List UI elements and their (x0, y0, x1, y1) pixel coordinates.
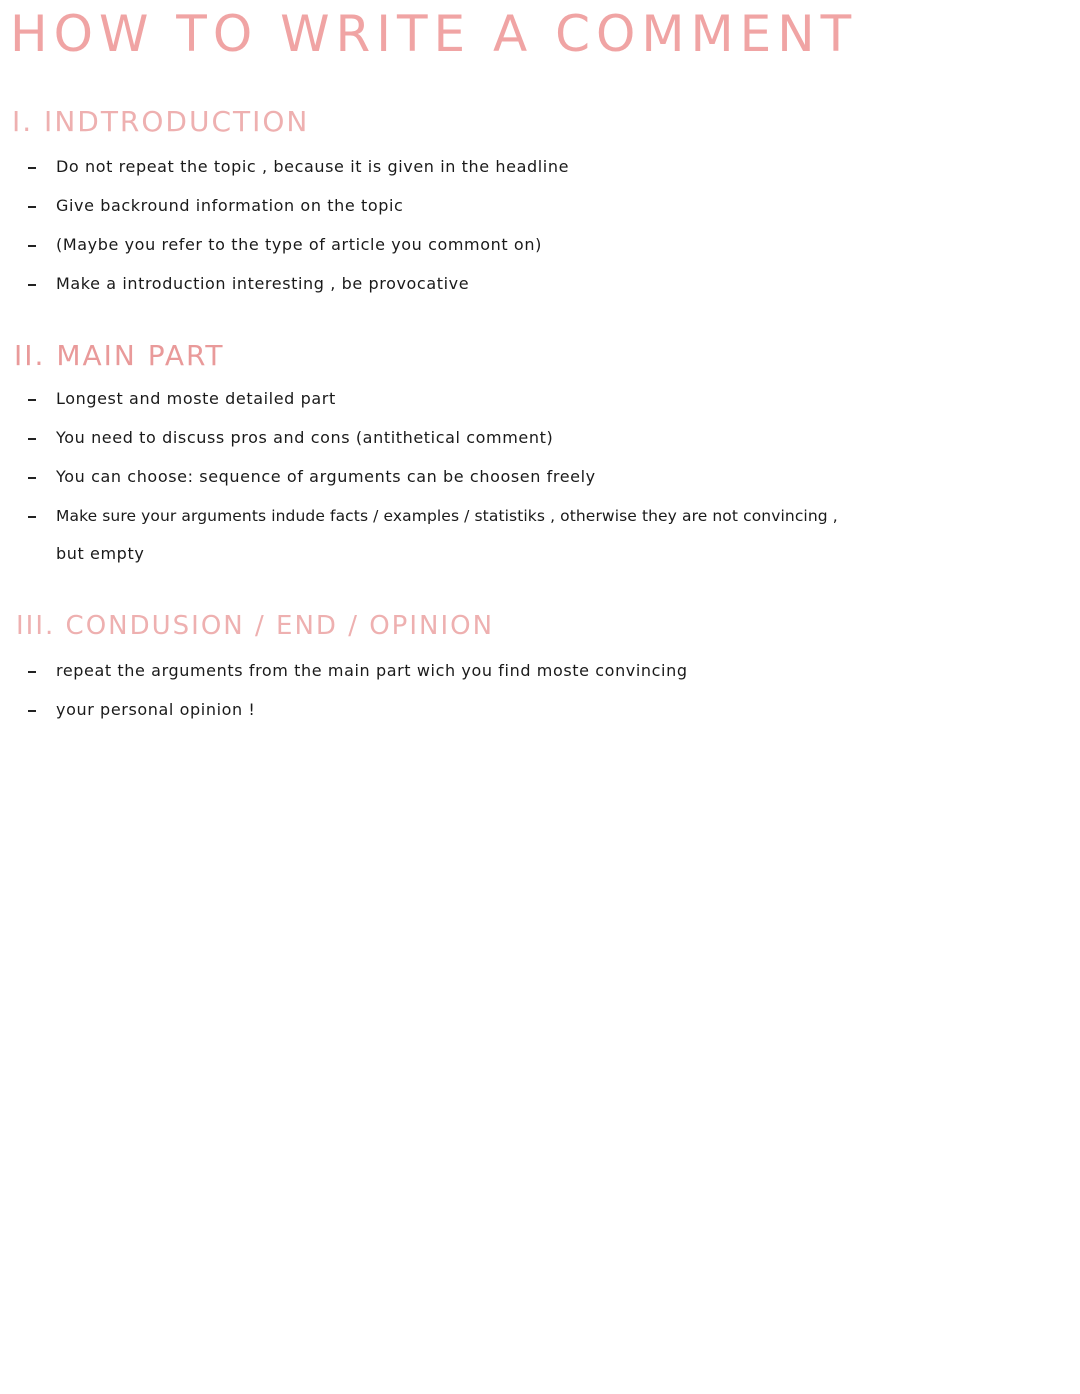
list-item (24, 193, 1064, 232)
section-3-heading: III. CONDUSION / END / OPINION (16, 611, 495, 641)
list-item (24, 425, 1064, 464)
dash-bullet (28, 671, 36, 673)
list-item-text: Make a introduction interesting , be provocative (56, 274, 470, 293)
list-item (24, 464, 1064, 503)
dash-bullet (28, 245, 36, 247)
section-2-heading-block (14, 338, 225, 378)
list-item-text: Make sure your arguments indude facts / examples / statistiks , otherwise they are not convincing , (56, 507, 838, 525)
section-2-heading: II. MAIN PART (14, 339, 225, 372)
page-title: HOW TO WRITE A COMMENT (10, 5, 858, 63)
dash-bullet (28, 477, 36, 479)
section-3-list (24, 658, 1064, 736)
list-item-text: Do not repeat the topic , because it is given in the headline (56, 157, 570, 176)
list-item (24, 658, 1064, 697)
section-2-list (24, 386, 1064, 542)
dash-bullet (28, 284, 36, 286)
list-item-text: You can choose: sequence of arguments can be choosen freely (56, 467, 596, 486)
list-item-text: You need to discuss pros and cons (antithetical comment) (56, 428, 554, 447)
dash-bullet (28, 516, 36, 518)
section-3-heading-block (16, 608, 494, 648)
list-item (24, 154, 1064, 193)
list-item-text: Longest and moste detailed part (56, 389, 336, 408)
list-item-text: Give backround information on the topic (56, 196, 404, 215)
dash-bullet (28, 438, 36, 440)
section-1-heading-block (12, 104, 309, 144)
list-item-continuation: but empty (56, 544, 145, 563)
list-item (24, 697, 1064, 736)
list-item (24, 386, 1064, 425)
dash-bullet (28, 206, 36, 208)
list-item-text: your personal opinion ! (56, 700, 256, 719)
title-block (10, 4, 857, 64)
dash-bullet (28, 167, 36, 169)
section-1-list (24, 154, 1064, 310)
section-1-heading: I. INDTRODUCTION (12, 105, 310, 138)
dash-bullet (28, 399, 36, 401)
list-item (24, 503, 1064, 542)
list-item-text: repeat the arguments from the main part wich you find moste convincing (56, 661, 688, 680)
list-item-text: (Maybe you refer to the type of article you commont on) (56, 235, 542, 254)
list-item (24, 271, 1064, 310)
dash-bullet (28, 710, 36, 712)
list-item (24, 232, 1064, 271)
